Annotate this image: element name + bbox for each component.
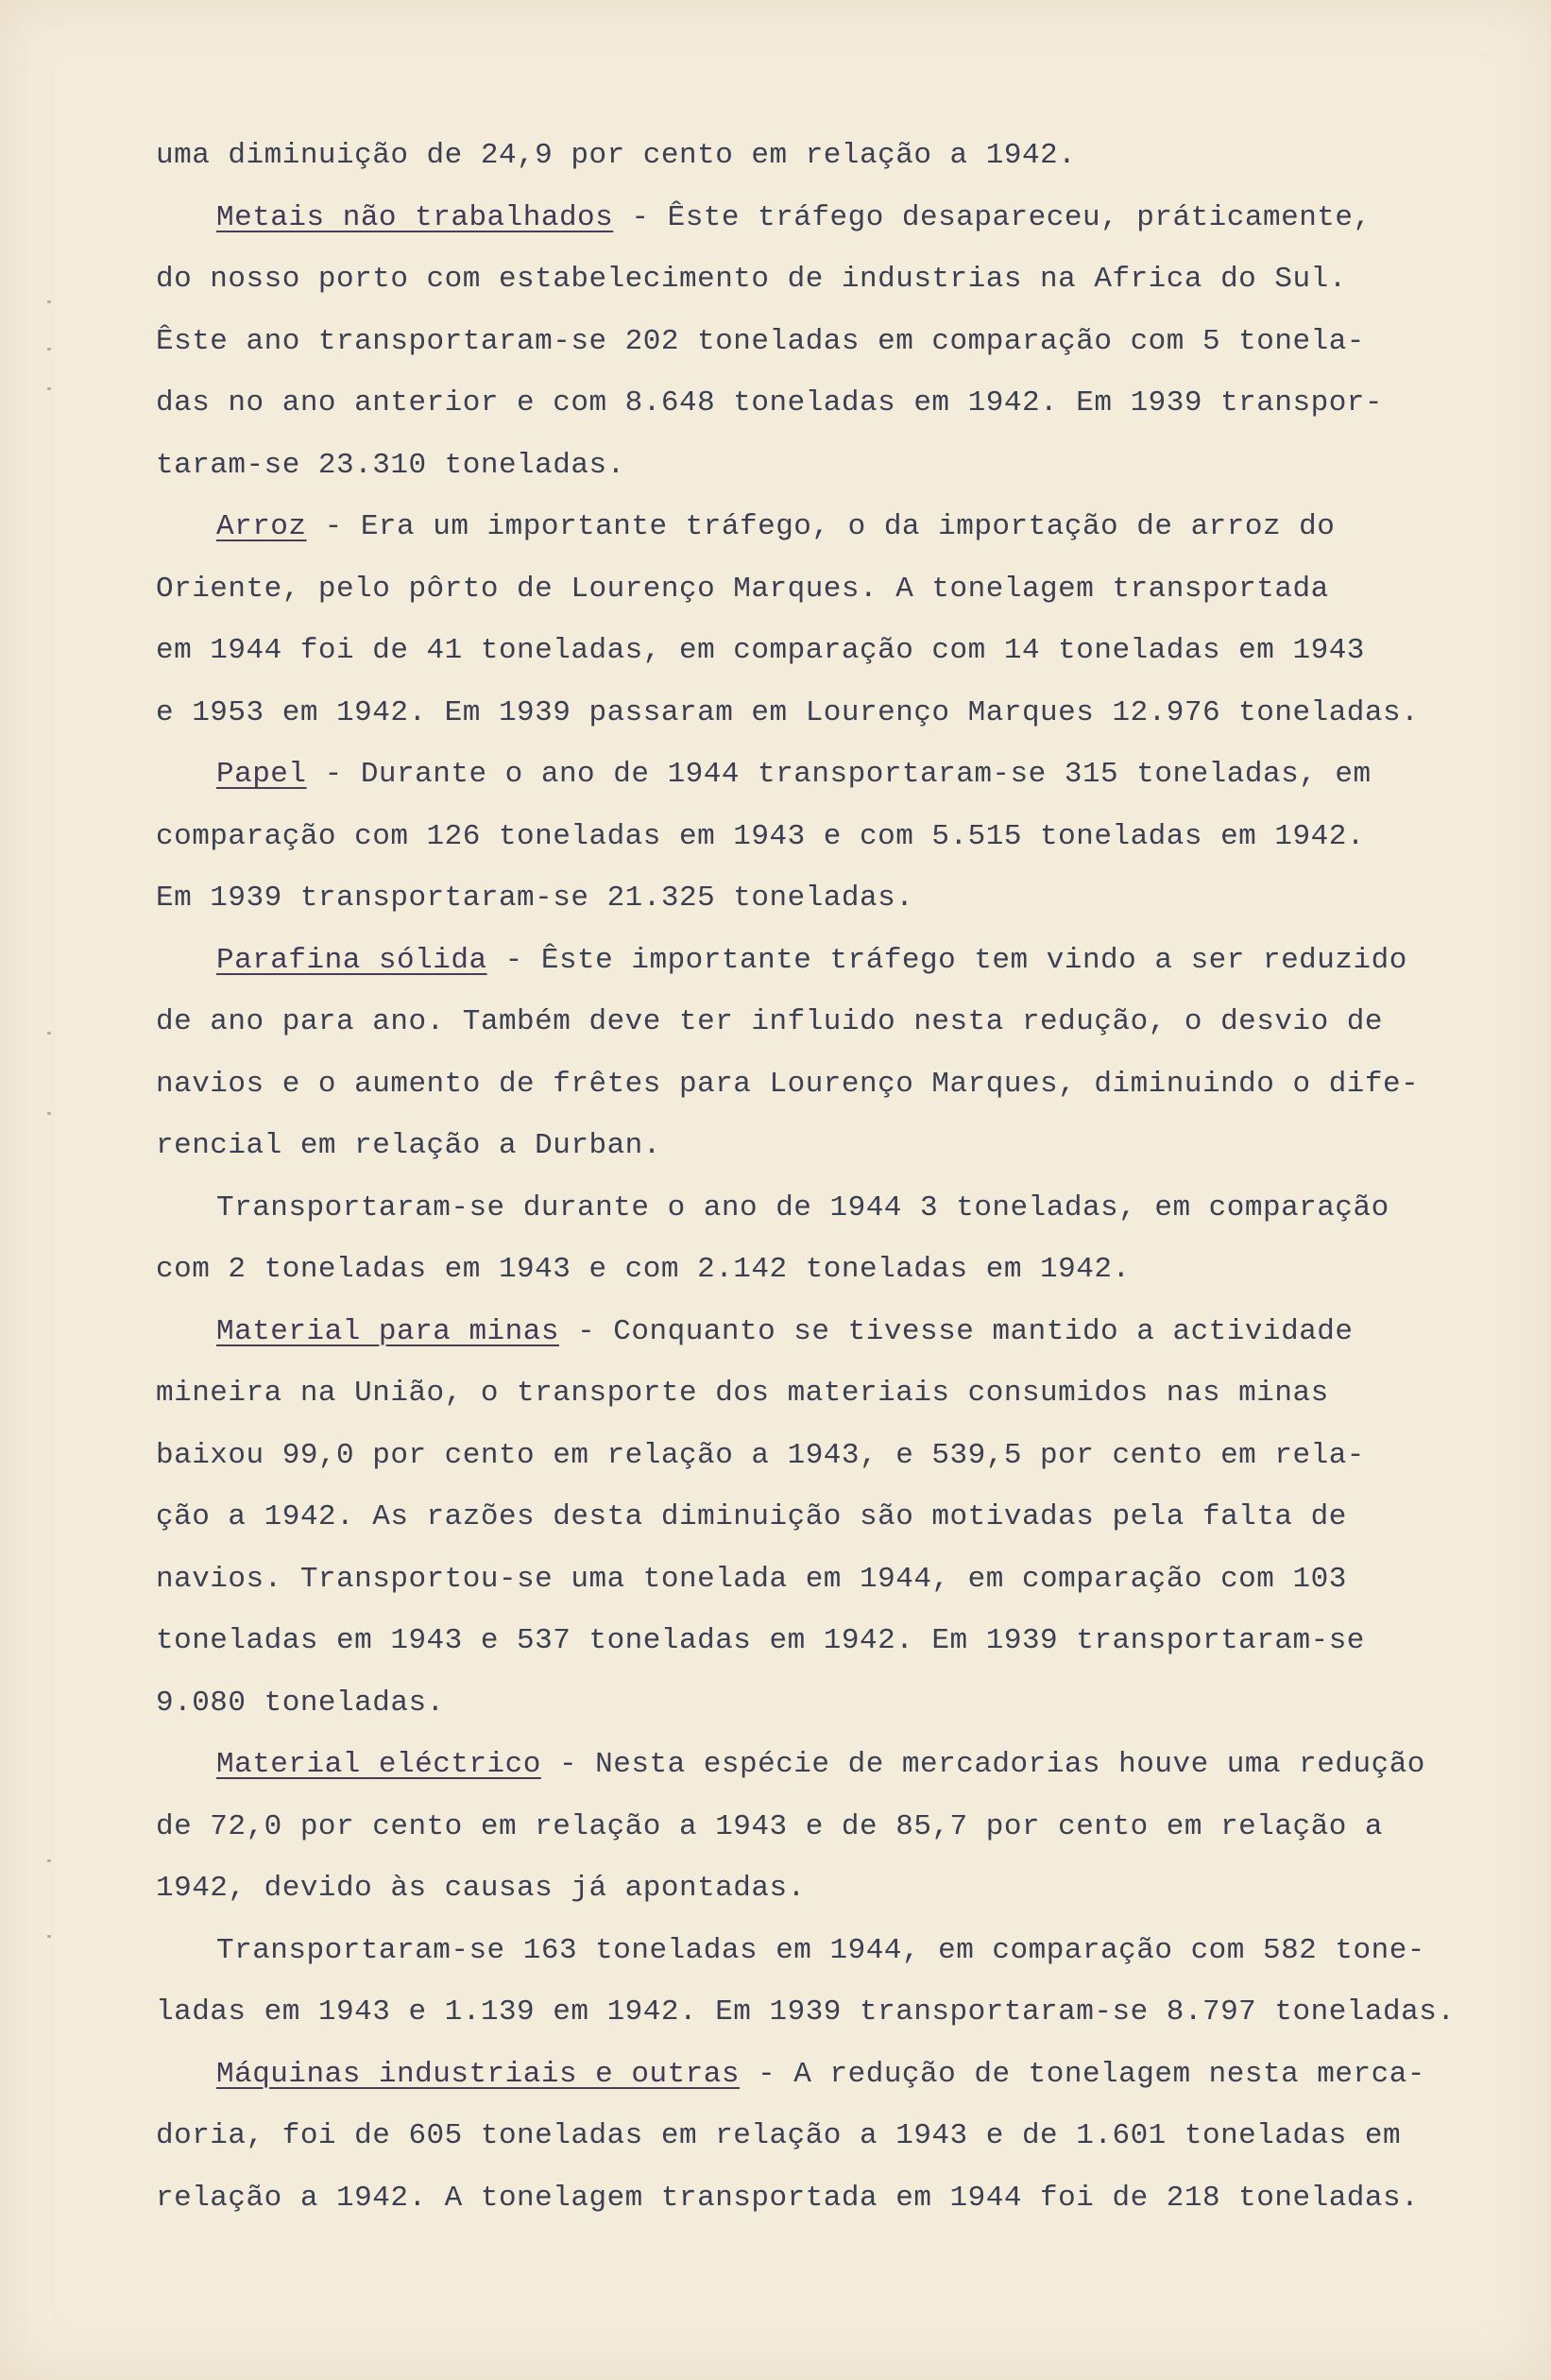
section-heading: Máquinas industriais e outras	[216, 2057, 740, 2091]
line-text: - Êste tráfego desapareceu, práticamente,	[613, 200, 1372, 234]
line-text: - Nesta espécie de mercadorias houve uma redução	[540, 1748, 1425, 1781]
text-line	[156, 187, 1497, 249]
text-line	[156, 1796, 1497, 1858]
section-heading: Material para minas	[216, 1314, 559, 1348]
margin-speck	[47, 1032, 51, 1035]
line-text: - Era um importante tráfego, o da importação de arroz do	[306, 510, 1336, 543]
text-line	[156, 125, 1497, 187]
line-text: relação a 1942. A tonelagem transportada em 1944 foi de 218 toneladas.	[156, 2181, 1420, 2215]
line-text: - Durante o ano de 1944 transportaram-se 315 toneladas, em	[306, 758, 1372, 791]
text-line	[156, 1981, 1497, 2044]
text-line	[156, 496, 1497, 558]
text-line	[156, 248, 1497, 311]
body-text	[156, 125, 1497, 2229]
section-heading: Arroz	[216, 510, 307, 543]
line-text: 9.080 toneladas.	[156, 1686, 445, 1720]
line-text: - Conquanto se tivesse mantido a actividade	[558, 1314, 1354, 1348]
line-text: de ano para ano. Também deve ter influido nesta redução, o desvio de	[156, 1005, 1384, 1038]
line-text: baixou 99,0 por cento em relação a 1943, e 539,5 por cento em rela-	[156, 1438, 1365, 1472]
line-text: de 72,0 por cento em relação a 1943 e de 85,7 por cento em relação a	[156, 1809, 1384, 1843]
line-text: rencial em relação a Durban.	[156, 1129, 661, 1162]
text-line	[156, 1734, 1497, 1796]
text-line	[156, 1177, 1497, 1240]
line-text: navios e o aumento de frêtes para Lourenço Marques, diminuindo o dife-	[156, 1067, 1420, 1101]
line-text: taram-se 23.310 toneladas.	[156, 448, 625, 482]
line-text: mineira na União, o transporte dos materiais consumidos nas minas	[156, 1377, 1329, 1410]
line-text: ladas em 1943 e 1.139 em 1942. Em 1939 transportaram-se 8.797 toneladas.	[156, 1995, 1456, 2029]
text-line	[156, 1920, 1497, 1982]
text-line	[156, 435, 1497, 497]
text-line	[156, 806, 1497, 868]
line-text: Oriente, pelo pôrto de Lourenço Marques. A tonelagem transportada	[156, 572, 1329, 606]
margin-speck	[47, 1112, 51, 1115]
section-heading: Parafina sólida	[216, 943, 487, 977]
line-text: ção a 1942. As razões desta diminuição são motivadas pela falta de	[156, 1500, 1347, 1533]
text-line	[156, 372, 1497, 435]
line-text: 1942, devido às causas já apontadas.	[156, 1872, 806, 1905]
line-text: das no ano anterior e com 8.648 toneladas em 1942. Em 1939 transpor-	[156, 386, 1384, 419]
text-line	[156, 311, 1497, 373]
text-line	[156, 558, 1497, 621]
text-line	[156, 1115, 1497, 1177]
text-line	[156, 1549, 1497, 1611]
text-line	[156, 1239, 1497, 1301]
text-line	[156, 1053, 1497, 1116]
line-text: e 1953 em 1942. Em 1939 passaram em Lourenço Marques 12.976 toneladas.	[156, 695, 1420, 729]
text-line	[156, 1858, 1497, 1920]
line-text: Em 1939 transportaram-se 21.325 toneladas.	[156, 882, 914, 915]
text-line	[156, 682, 1497, 745]
line-text: em 1944 foi de 41 toneladas, em comparação com 14 toneladas em 1943	[156, 634, 1365, 667]
margin-speck	[47, 387, 51, 390]
text-line	[156, 1672, 1497, 1735]
text-line	[156, 1362, 1497, 1425]
line-text: comparação com 126 toneladas em 1943 e com 5.515 toneladas em 1942.	[156, 819, 1365, 853]
text-line	[156, 620, 1497, 682]
line-text: - A redução de tonelagem nesta merca-	[740, 2057, 1425, 2091]
text-line	[156, 2105, 1497, 2167]
text-line	[156, 1486, 1497, 1549]
line-text: navios. Transportou-se uma tonelada em 1944, em comparação com 103	[156, 1562, 1347, 1596]
text-line	[156, 991, 1497, 1053]
line-text: Transportaram-se 163 toneladas em 1944, em comparação com 582 tone-	[216, 1933, 1425, 1967]
line-text: - Êste importante tráfego tem vindo a ser reduzido	[486, 943, 1407, 977]
margin-speck	[47, 300, 51, 303]
text-line	[156, 867, 1497, 930]
line-text: com 2 toneladas em 1943 e com 2.142 toneladas em 1942.	[156, 1253, 1131, 1286]
text-line	[156, 1301, 1497, 1363]
margin-speck	[47, 1859, 51, 1862]
text-line	[156, 930, 1497, 992]
text-line	[156, 744, 1497, 806]
margin-speck	[47, 1935, 51, 1938]
section-heading: Material eléctrico	[216, 1748, 541, 1781]
text-line	[156, 1425, 1497, 1487]
text-line	[156, 2167, 1497, 2230]
line-text: doria, foi de 605 toneladas em relação a 1943 e de 1.601 toneladas em	[156, 2119, 1402, 2152]
line-text: do nosso porto com estabelecimento de industrias na Africa do Sul.	[156, 263, 1347, 296]
line-text: uma diminuição de 24,9 por cento em relação a 1942.	[156, 139, 1077, 172]
text-line	[156, 1610, 1497, 1672]
line-text: toneladas em 1943 e 537 toneladas em 1942. Em 1939 transportaram-se	[156, 1624, 1365, 1657]
section-heading: Papel	[216, 758, 307, 791]
line-text: Êste ano transportaram-se 202 toneladas em comparação com 5 tonela-	[156, 324, 1365, 358]
margin-speck	[47, 348, 51, 351]
line-text: Transportaram-se durante o ano de 1944 3 toneladas, em comparação	[216, 1190, 1389, 1224]
text-line	[156, 2044, 1497, 2106]
section-heading: Metais não trabalhados	[216, 200, 614, 234]
